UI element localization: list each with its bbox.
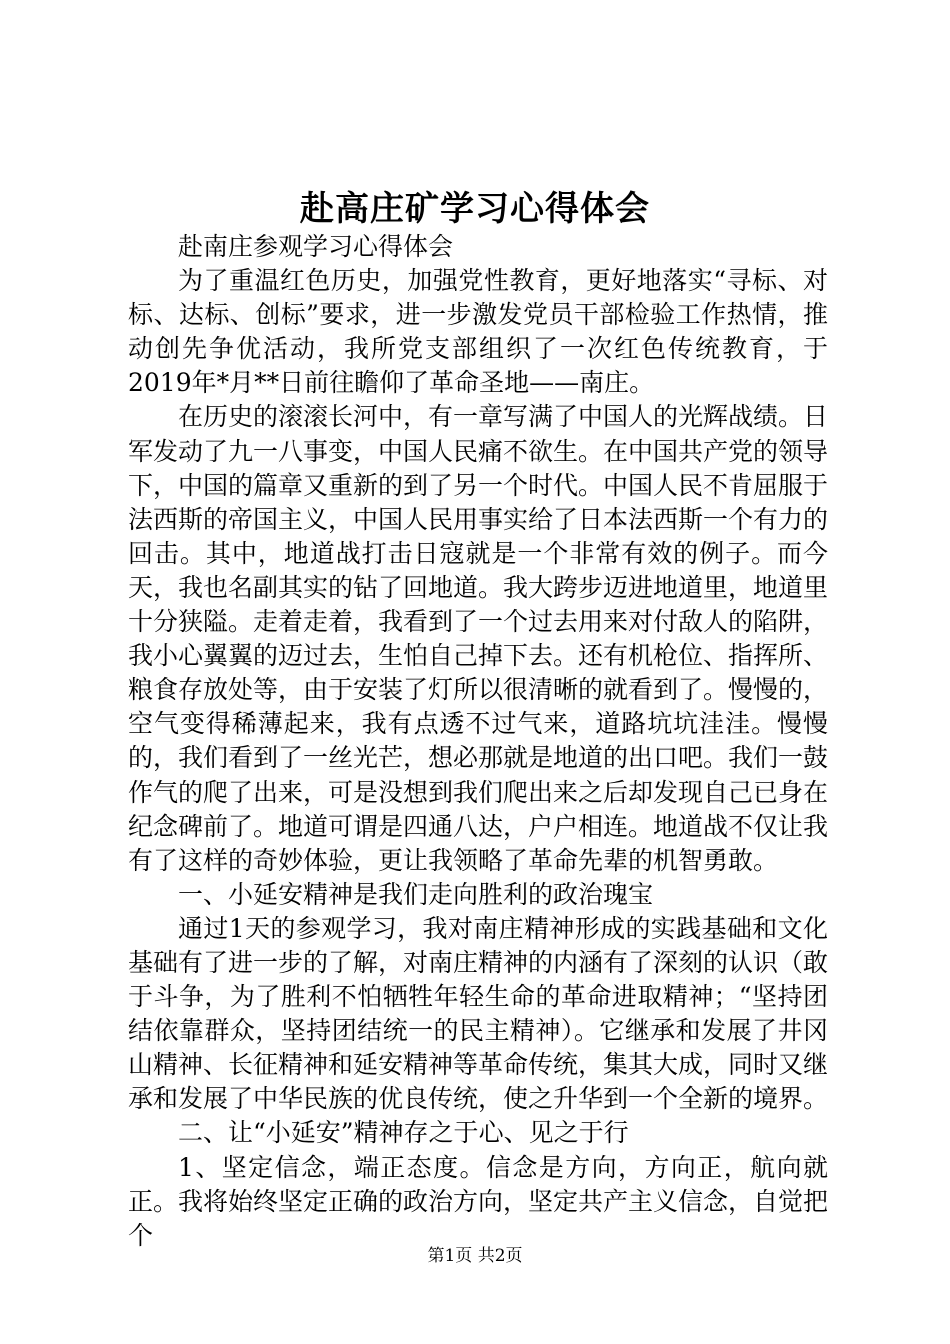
page-number-footer: 第1页 共2页 [427, 1246, 523, 1266]
paragraph-subtitle: 赴南庄参观学习心得体会 [178, 232, 454, 261]
paragraph-intro: 为了重温红色历史，加强党性教育，更好地落实“寻标、对标、达标、创标”要求，进一步激发党员干部检验工作热情，推动创先争优活动，我所党支部组织了一次红色传统教育，于2019年*月**日前往瞻仰了革命圣地——南庄。 [128, 266, 828, 398]
document-body [128, 230, 828, 1253]
paragraph-belief: 1、坚定信念，端正态度。信念是方向，方向正，航向就正。我将始终坚定正确的政治方向，坚定共产主义信念，自觉把个 [128, 1152, 829, 1250]
paragraph-history: 在历史的滚滚长河中，有一章写满了中国人的光辉战绩。日军发动了九一八事变，中国人民痛不欲生。在中国共产党的领导下，中国的篇章又重新的到了另一个时代。中国人民不肯屈服于法西斯的帝国主义，中国人民用事实给了日本法西斯一个有力的回击。其中，地道战打击日寇就是一个非常有效的例子。而今天，我也名副其实的钻了回地道。我大跨步迈进地道里，地道里十分狭隘。走着走着，我看到了一个过去用来对付敌人的陷阱，我小心翼翼的迈过去，生怕自己掉下去。还有机枪位、指挥所、粮食存放处等，由于安装了灯所以很清晰的就看到了。慢慢的，空气变得稀薄起来，我有点透不过气来，道路坑坑洼洼。慢慢的，我们看到了一丝光芒，想必那就是地道的出口吧。我们一鼓作气的爬了出来，可是没想到我们爬出来之后却发现自己已身在纪念碑前了。地道可谓是四通八达，户户相连。地道战不仅让我有了这样的奇妙体验，更让我领略了革命先辈的机智勇敢。 [128, 402, 829, 875]
paragraph-spirit: 通过1天的参观学习，我对南庄精神形成的实践基础和文化基础有了进一步的了解，对南庄精神的内涵有了深刻的认识（敢于斗争，为了胜利不怕牺牲年轻生命的革命进取精神；“坚持团结依靠群众，坚持团结统一的民主精神）。它继承和发展了井冈山精神、长征精神和延安精神等革命传统，集其大成，同时又继承和发展了中华民族的优良传统，使之升华到一个全新的境界。 [128, 913, 829, 1114]
section-heading-two: 二、让“小延安”精神存之于心、见之于行 [178, 1118, 629, 1148]
document-title: 赴高庄矿学习心得体会 [300, 189, 650, 229]
section-heading-one: 一、小延安精神是我们走向胜利的政治瑰宝 [178, 879, 654, 909]
